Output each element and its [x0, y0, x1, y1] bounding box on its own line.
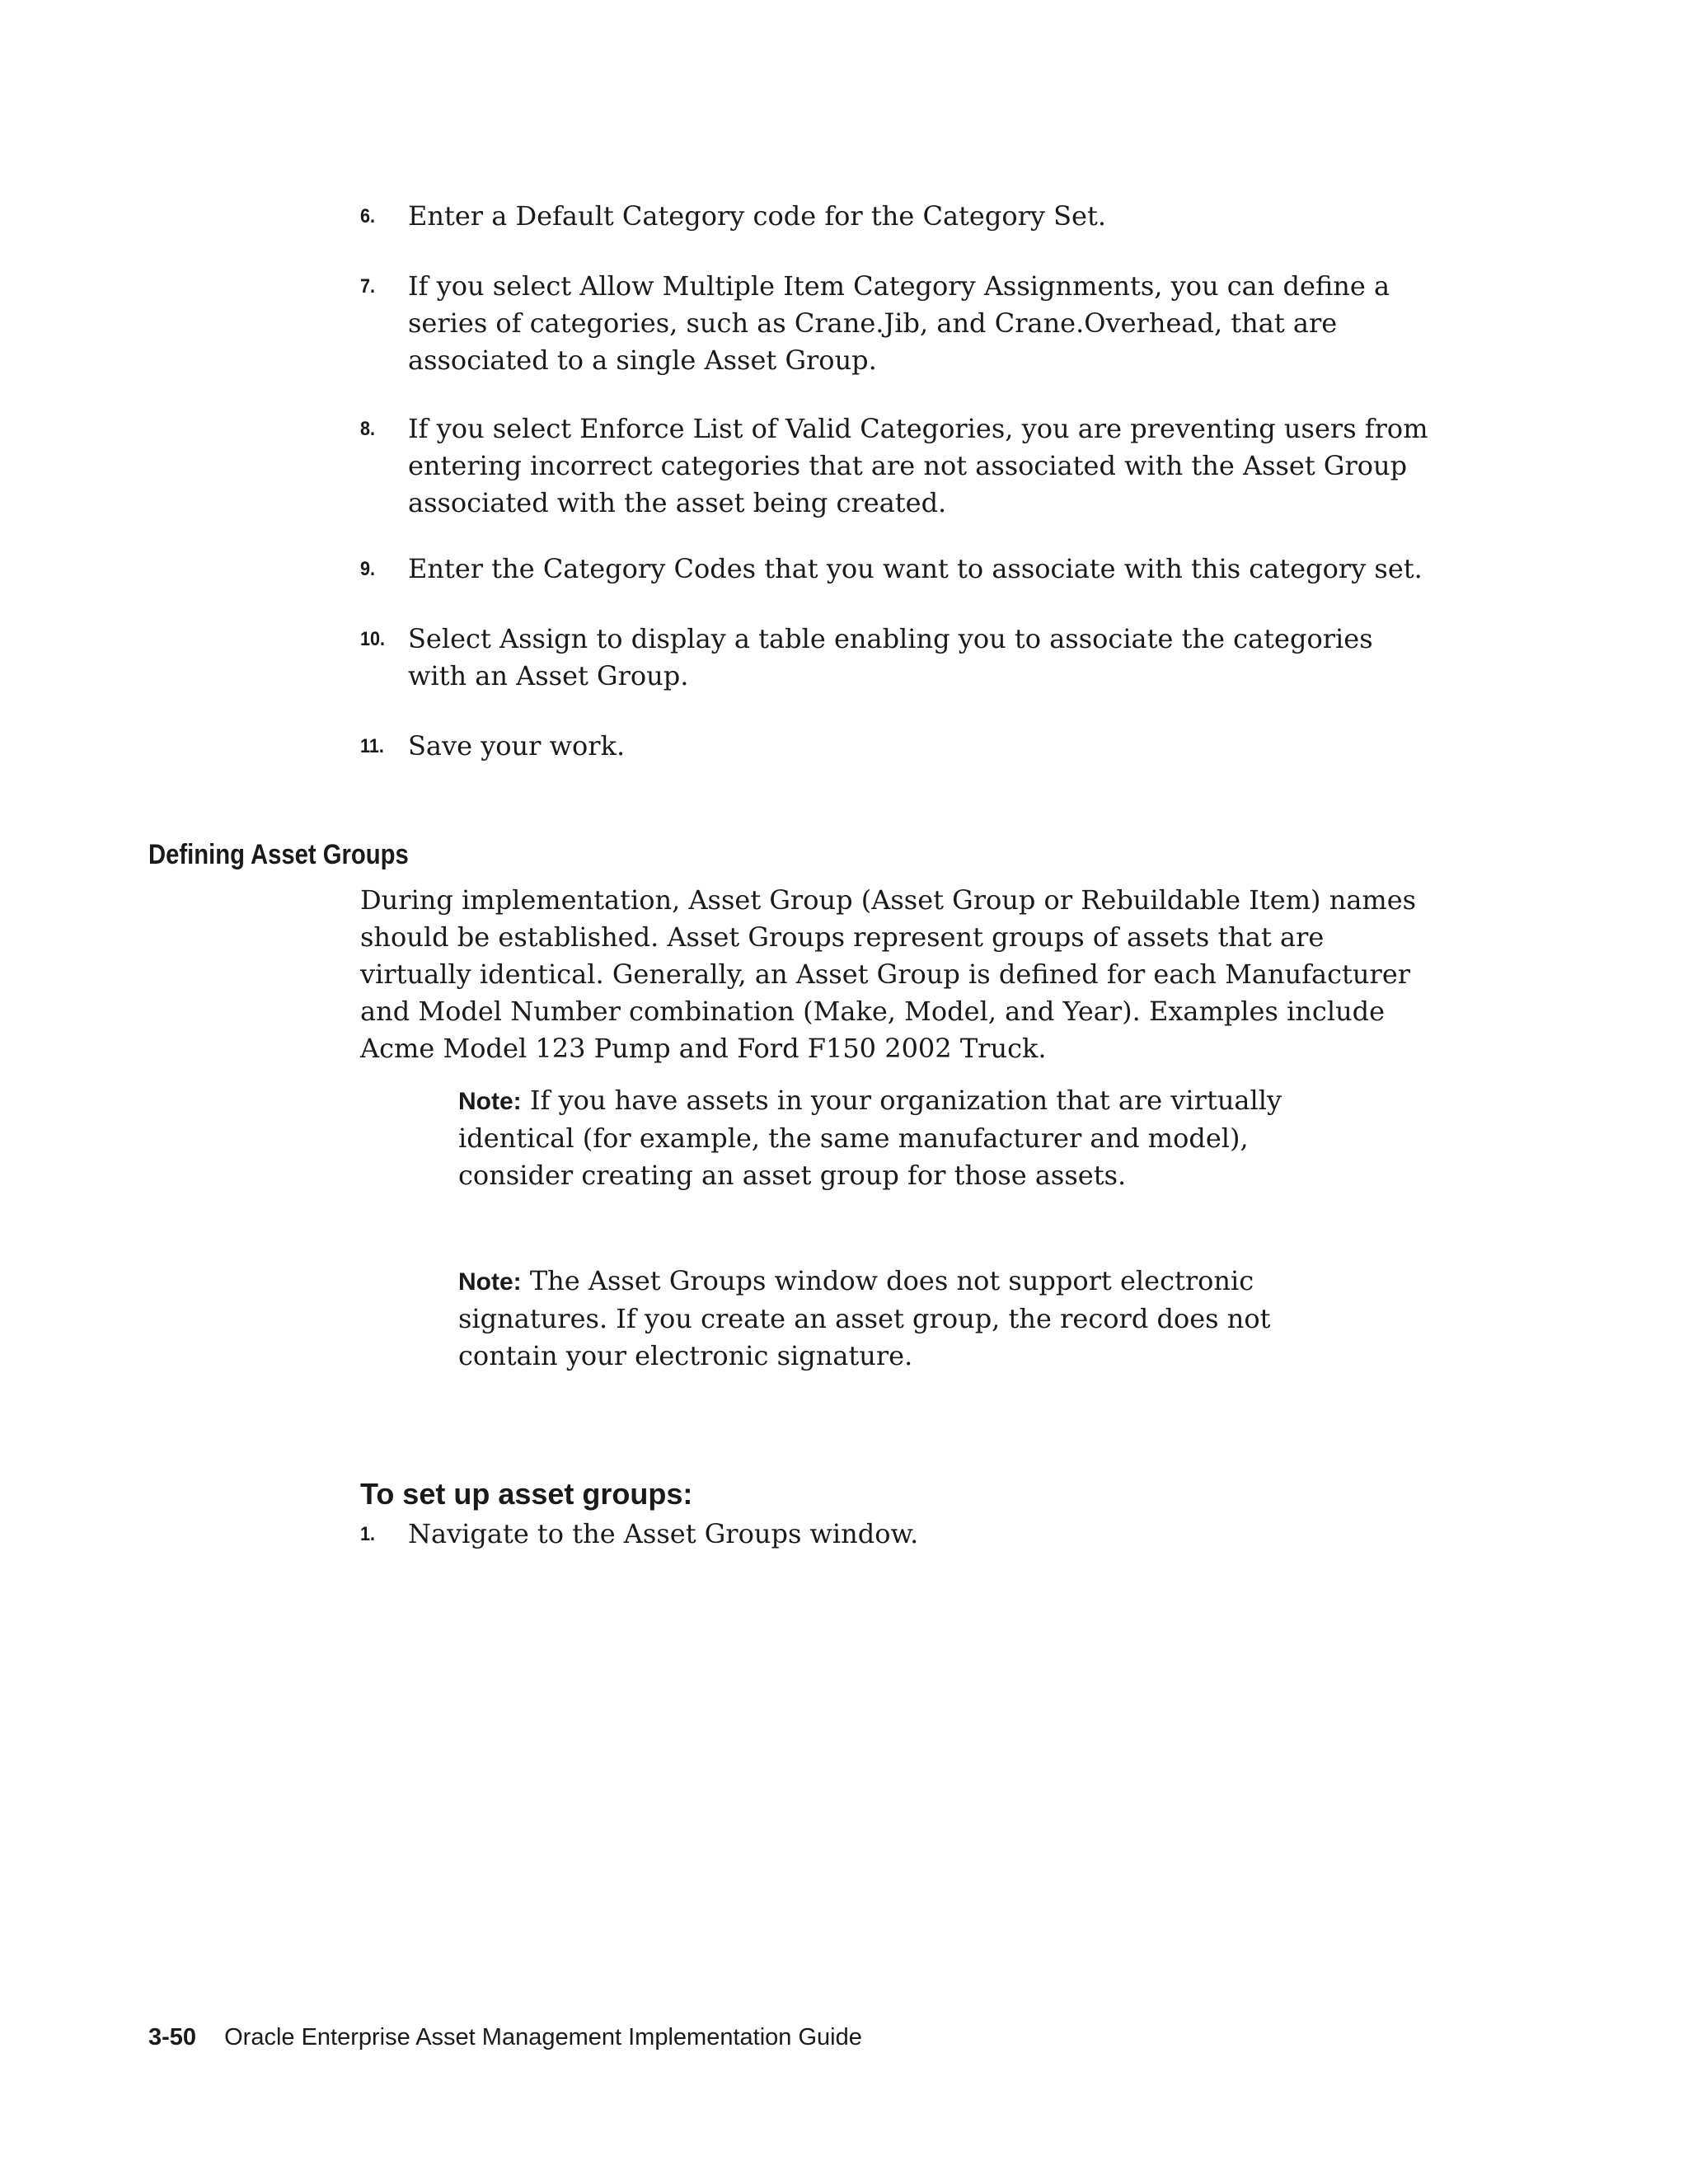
- list-item: [360, 551, 1432, 588]
- step-text: Enter the Category Codes that you want to associate with this category set.: [408, 553, 1423, 584]
- note-text: If you have assets in your organization that are virtually identical (for example, the same manufacturer and model), consider creating an asset group for those assets.: [458, 1085, 1282, 1191]
- section-paragraph: During implementation, Asset Group (Asset Group or Rebuildable Item) names should be established. Asset Groups represent groups of assets that are virtually identical. Generally, an Asset Group is defined for each Manufacturer and Model Number combination (Make, Model, and Year). Examples include Acme Model 123 Pump and Ford F150 2002 Truck.: [360, 884, 1417, 1064]
- list-item: [360, 621, 1432, 695]
- step-number: 6.: [360, 205, 376, 227]
- step-number: 8.: [360, 418, 376, 440]
- step-number: 11.: [360, 735, 384, 757]
- step-number: 9.: [360, 558, 376, 580]
- list-item: [360, 198, 1432, 235]
- list-item: [360, 728, 1432, 765]
- step-text: If you select Allow Multiple Item Category Assignments, you can define a series of categories, such as Crane.Jib, and Crane.Overhead, that are associated to a single Asset Group.: [408, 270, 1390, 376]
- step-text: Navigate to the Asset Groups window.: [408, 1518, 919, 1549]
- list-item: [360, 268, 1432, 379]
- note-label: Note:: [458, 1088, 522, 1115]
- step-number: 10.: [360, 628, 386, 650]
- page-footer: [148, 2021, 862, 2054]
- section-heading: Defining Asset Groups: [148, 839, 409, 870]
- note-block: [458, 1082, 1365, 1194]
- note-block: [458, 1263, 1365, 1375]
- step-text: If you select Enforce List of Valid Categories, you are preventing users from entering incorrect categories that are not associated with the Asset Group associated with the asset being created.: [408, 413, 1428, 518]
- note-label: Note:: [458, 1268, 522, 1296]
- procedure-heading: To set up asset groups:: [360, 1477, 693, 1511]
- step-number: 7.: [360, 275, 376, 298]
- list-item: [360, 410, 1432, 522]
- document-title: Oracle Enterprise Asset Management Implementation Guide: [224, 2024, 862, 2050]
- step-number: 1.: [360, 1523, 376, 1545]
- list-item: [360, 1516, 1432, 1553]
- step-text: Select Assign to display a table enabling you to associate the categories with an Asset Group.: [408, 623, 1373, 691]
- note-text: The Asset Groups window does not support electronic signatures. If you create an asset group, the record does not contain your electronic signature.: [458, 1265, 1271, 1371]
- step-text: Enter a Default Category code for the Category Set.: [408, 200, 1107, 232]
- step-text: Save your work.: [408, 730, 626, 762]
- page-number: 3-50: [148, 2024, 197, 2050]
